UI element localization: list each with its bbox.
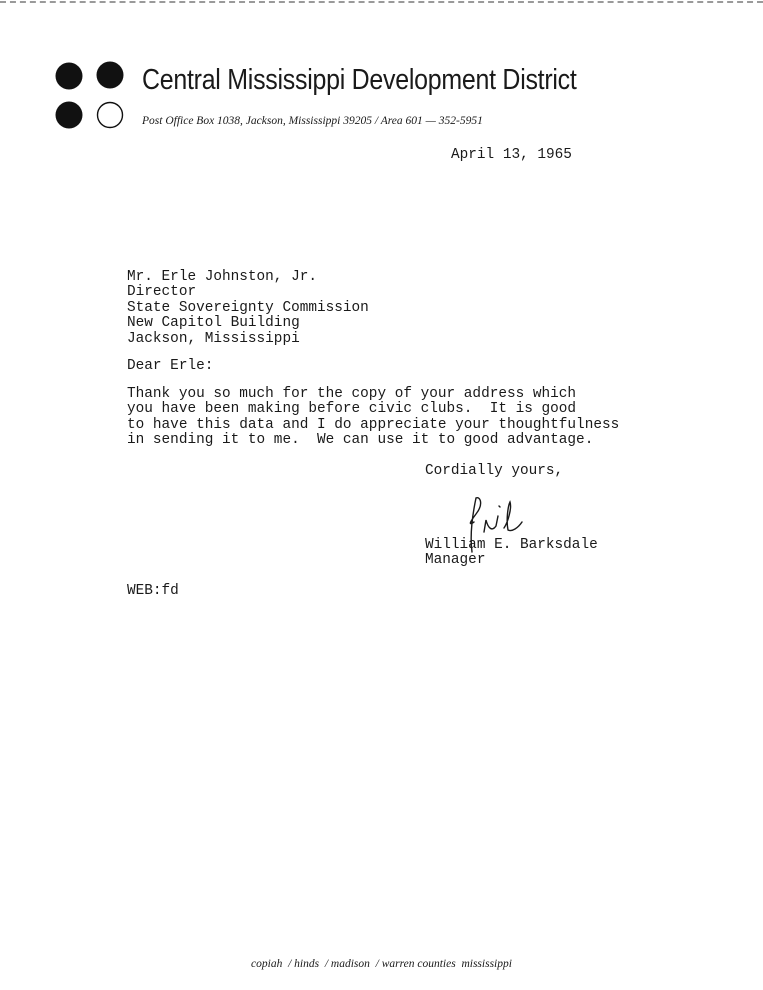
- signer-title: Manager: [425, 552, 486, 569]
- salutation: Dear Erle:: [127, 358, 214, 374]
- logo-dot-bottom-left: [56, 102, 83, 129]
- organization-name: Central Mississippi Development District: [142, 64, 577, 96]
- logo-dot-top-left: [56, 63, 83, 90]
- letterhead-footer: copiah / hinds / madison / warren counties mississippi: [251, 958, 512, 970]
- logo-dot-top-right: [97, 62, 124, 89]
- logo-dot-bottom-right: [98, 103, 123, 128]
- recipient-building: New Capitol Building: [127, 315, 300, 332]
- recipient-organization: State Sovereignty Commission: [127, 299, 369, 316]
- signer-name: William E. Barksdale: [425, 537, 598, 553]
- body-line: you have been making before civic clubs. It is good: [127, 401, 577, 418]
- reference-initials: WEB:fd: [127, 583, 179, 599]
- signer-block: [425, 538, 598, 569]
- recipient-block: [127, 270, 369, 347]
- body-line: to have this data and I do appreciate your thoughtfulness: [127, 416, 620, 433]
- recipient-title: Director: [127, 284, 197, 301]
- body-line: Thank you so much for the copy of your address which: [127, 386, 577, 402]
- organization-address: Post Office Box 1038, Jackson, Mississippi 39205 / Area 601 — 352-5951: [142, 115, 483, 127]
- letter-date: April 13, 1965: [451, 147, 572, 163]
- district-logo: [55, 60, 127, 132]
- recipient-name: Mr. Erle Johnston, Jr.: [127, 269, 317, 285]
- closing: Cordially yours,: [425, 463, 564, 479]
- body-line: in sending it to me. We can use it to good advantage.: [127, 432, 594, 449]
- recipient-city: Jackson, Mississippi: [127, 330, 300, 347]
- letter-body: [127, 387, 619, 449]
- page-top-edge: [0, 1, 763, 3]
